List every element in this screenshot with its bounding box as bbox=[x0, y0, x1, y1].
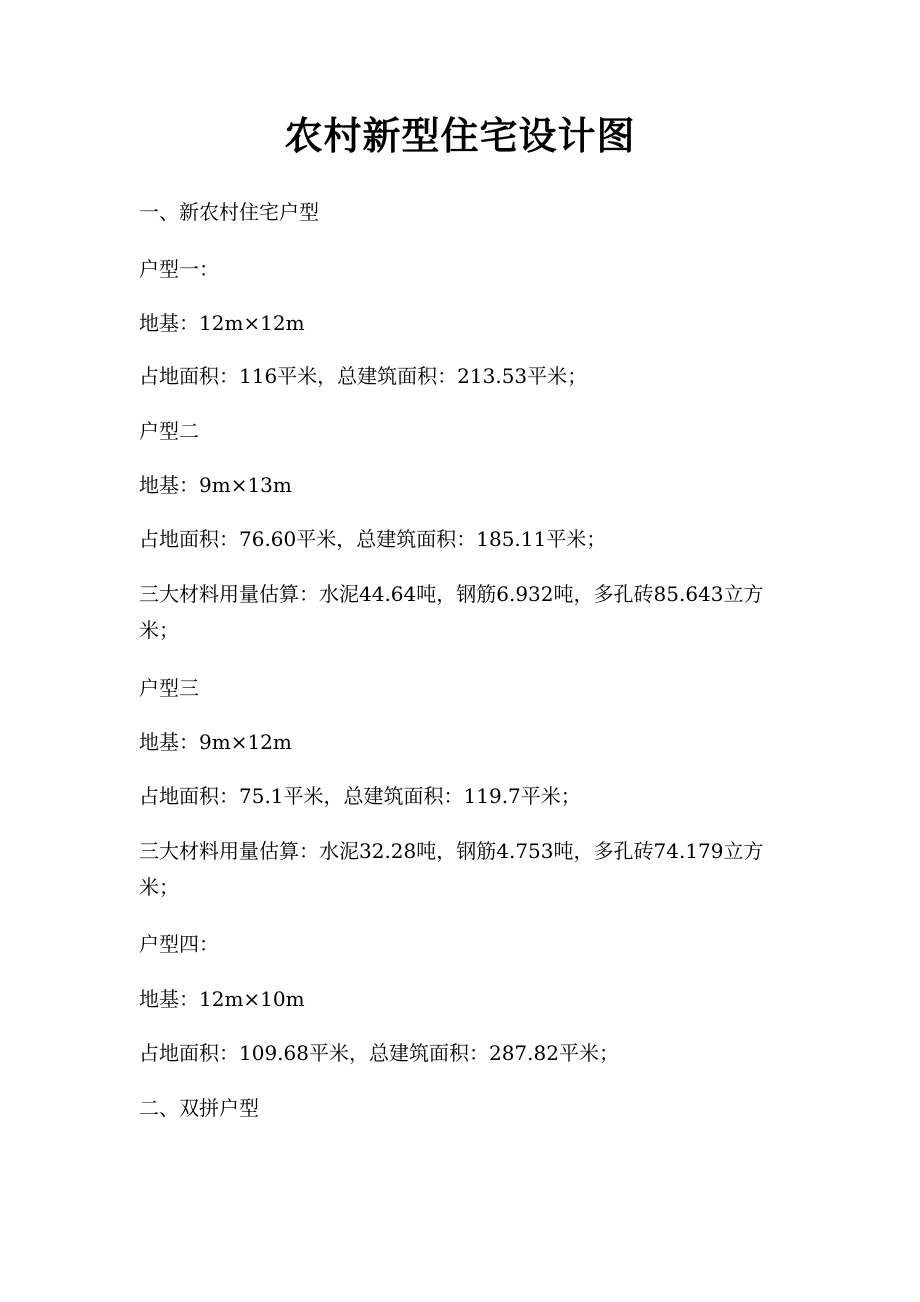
house-type-1-area: 占地面积：116平米，总建筑面积：213.53平米； bbox=[139, 364, 588, 388]
house-type-2-area: 占地面积：76.60平米，总建筑面积：185.11平米； bbox=[139, 527, 607, 551]
section-heading-new-rural-house-types: 一、新农村住宅户型 bbox=[139, 200, 319, 224]
house-type-3-foundation: 地基：9m×12m bbox=[139, 730, 292, 754]
house-type-2-foundation: 地基：9m×13m bbox=[139, 473, 292, 497]
house-type-3-materials: 三大材料用量估算：水泥32.28吨，钢筋4.753吨，多孔砖74.179立方米； bbox=[139, 839, 764, 899]
house-type-4-foundation: 地基：12m×10m bbox=[139, 987, 305, 1011]
house-type-4-heading: 户型四： bbox=[139, 932, 219, 956]
house-type-1-heading: 户型一： bbox=[139, 257, 219, 281]
house-type-2-heading: 户型二 bbox=[139, 419, 199, 443]
document-title: 农村新型住宅设计图 bbox=[284, 113, 636, 158]
house-type-3-area: 占地面积：75.1平米，总建筑面积：119.7平米； bbox=[139, 784, 581, 808]
house-type-2-materials: 三大材料用量估算：水泥44.64吨，钢筋6.932吨，多孔砖85.643立方米； bbox=[139, 582, 764, 642]
house-type-4-area: 占地面积：109.68平米，总建筑面积：287.82平米； bbox=[139, 1041, 619, 1065]
section-heading-semi-detached: 二、双拼户型 bbox=[139, 1096, 259, 1120]
house-type-3-heading: 户型三 bbox=[139, 676, 199, 700]
house-type-1-foundation: 地基：12m×12m bbox=[139, 311, 305, 335]
